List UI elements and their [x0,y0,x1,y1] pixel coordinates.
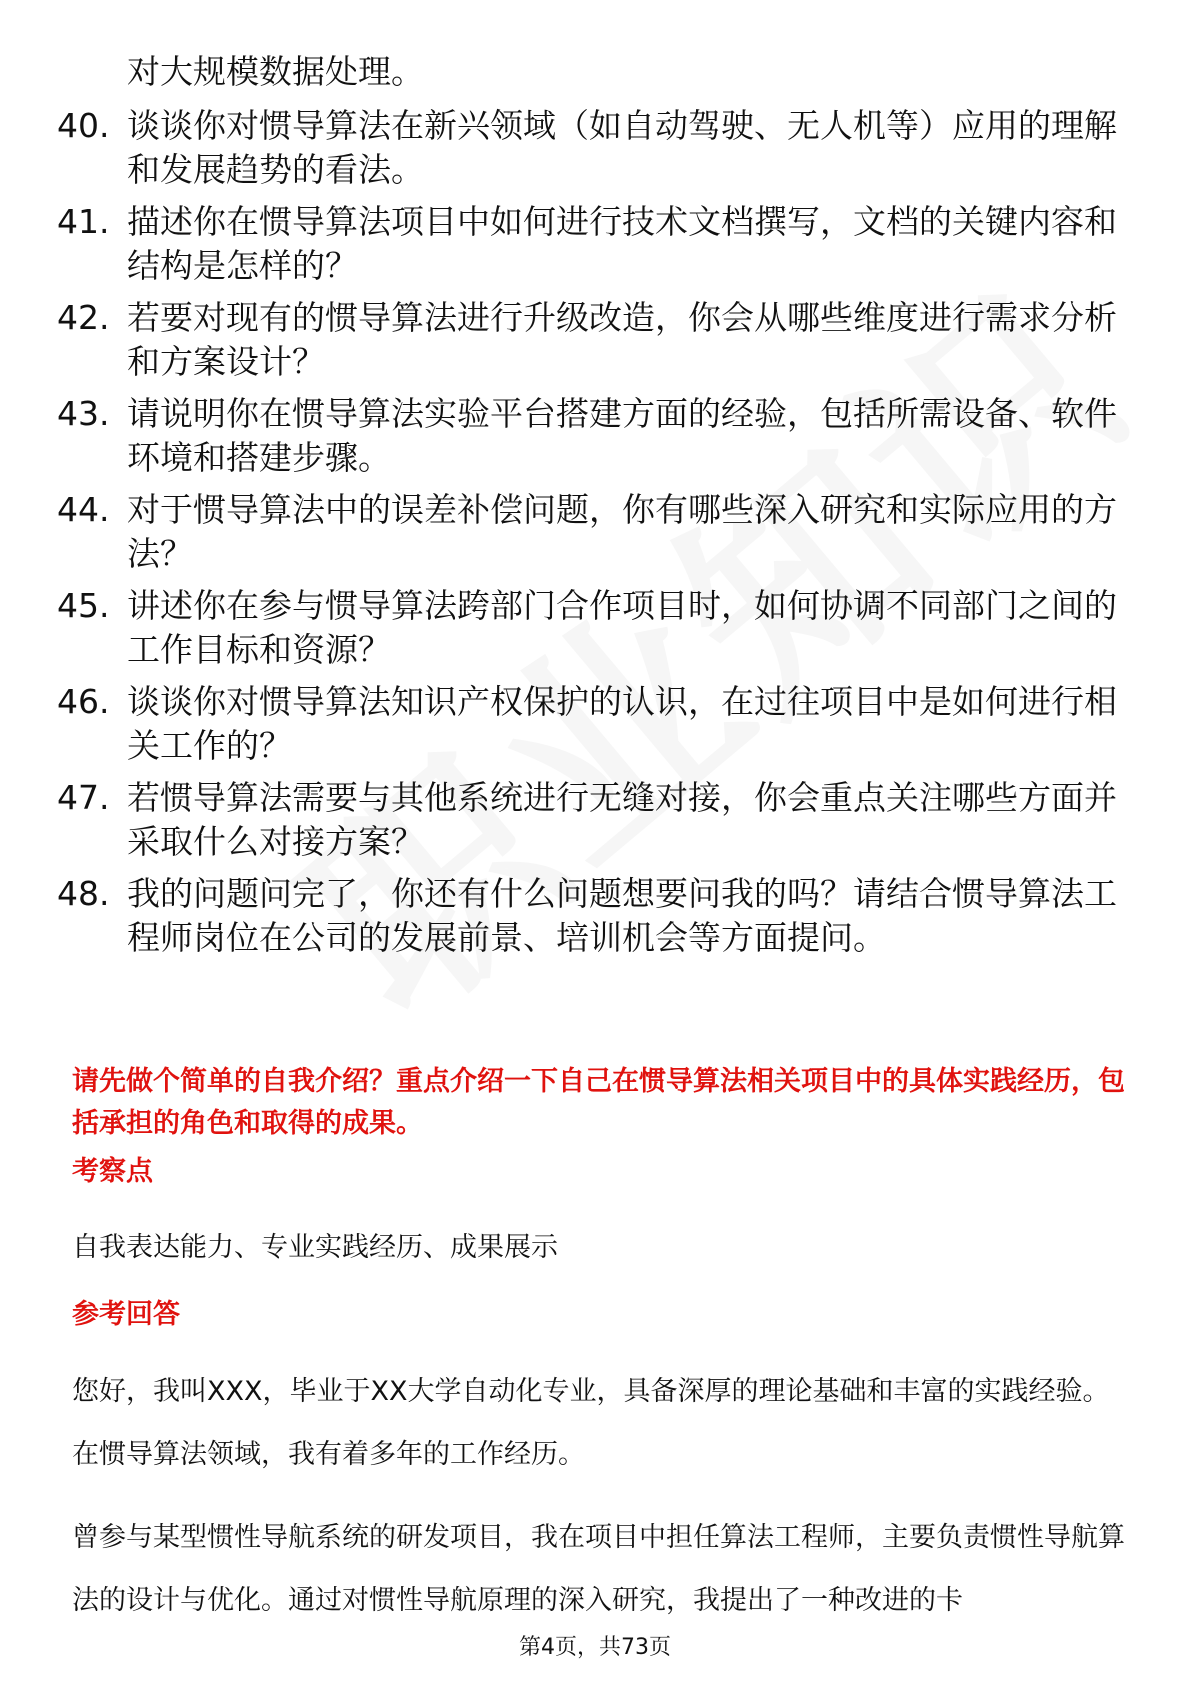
question-text: 若要对现有的惯导算法进行升级改造，你会从哪些维度进行需求分析和方案设计？ [127,298,1117,381]
question-number: 42. [57,298,110,337]
question-item [57,488,1117,578]
question-text: 请说明你在惯导算法实验平台搭建方面的经验，包括所需设备、软件环境和搭建步骤。 [127,394,1117,477]
continuation-text: 对大规模数据处理。 [127,52,424,91]
question-item [57,776,1117,866]
reference-paragraph: 您好，我叫XXX，毕业于XX大学自动化专业，具备深厚的理论基础和丰富的实践经验。在惯导算法领域，我有着多年的工作经历。 [72,1376,1110,1470]
question-text: 描述你在惯导算法项目中如何进行技术文档撰写，文档的关键内容和结构是怎样的？ [127,202,1117,285]
question-number: 43. [57,394,110,433]
question-item [57,200,1117,290]
question-text: 谈谈你对惯导算法知识产权保护的认识，在过往项目中是如何进行相关工作的？ [127,682,1117,765]
page-number: 第4页，共73页 [519,1635,671,1660]
question-number: 45. [57,586,110,625]
question-number: 48. [57,874,110,913]
question-number: 46. [57,682,110,721]
question-number: 47. [57,778,110,817]
highlight-question: 请先做个简单的自我介绍？重点介绍一下自己在惯导算法相关项目中的具体实践经历，包括承担的角色和取得的成果。 [72,1066,1125,1139]
question-text: 谈谈你对惯导算法在新兴领域（如自动驾驶、无人机等）应用的理解和发展趋势的看法。 [127,106,1117,189]
assessment-label: 考察点 [72,1156,153,1187]
question-item [57,680,1117,770]
question-text: 我的问题问完了，你还有什么问题想要问我的吗？请结合惯导算法工程师岗位在公司的发展前景、培训机会等方面提问。 [127,874,1117,957]
question-number: 40. [57,106,110,145]
question-text: 若惯导算法需要与其他系统进行无缝对接，你会重点关注哪些方面并采取什么对接方案？ [127,778,1117,861]
reference-paragraph: 曾参与某型惯性导航系统的研发项目，我在项目中担任算法工程师，主要负责惯性导航算法的设计与优化。通过对惯性导航原理的深入研究，我提出了一种改进的卡 [72,1522,1125,1616]
question-item [57,584,1117,674]
reference-label: 参考回答 [72,1299,180,1330]
question-item [57,392,1117,482]
assessment-text: 自我表达能力、专业实践经历、成果展示 [72,1232,558,1263]
question-item [57,104,1117,194]
question-text: 对于惯导算法中的误差补偿问题，你有哪些深入研究和实际应用的方法？ [127,490,1117,573]
question-number: 41. [57,202,110,241]
question-text: 讲述你在参与惯导算法跨部门合作项目时，如何协调不同部门之间的工作目标和资源？ [127,586,1117,669]
question-item [57,872,1117,962]
question-number: 44. [57,490,110,529]
question-item [57,296,1117,386]
